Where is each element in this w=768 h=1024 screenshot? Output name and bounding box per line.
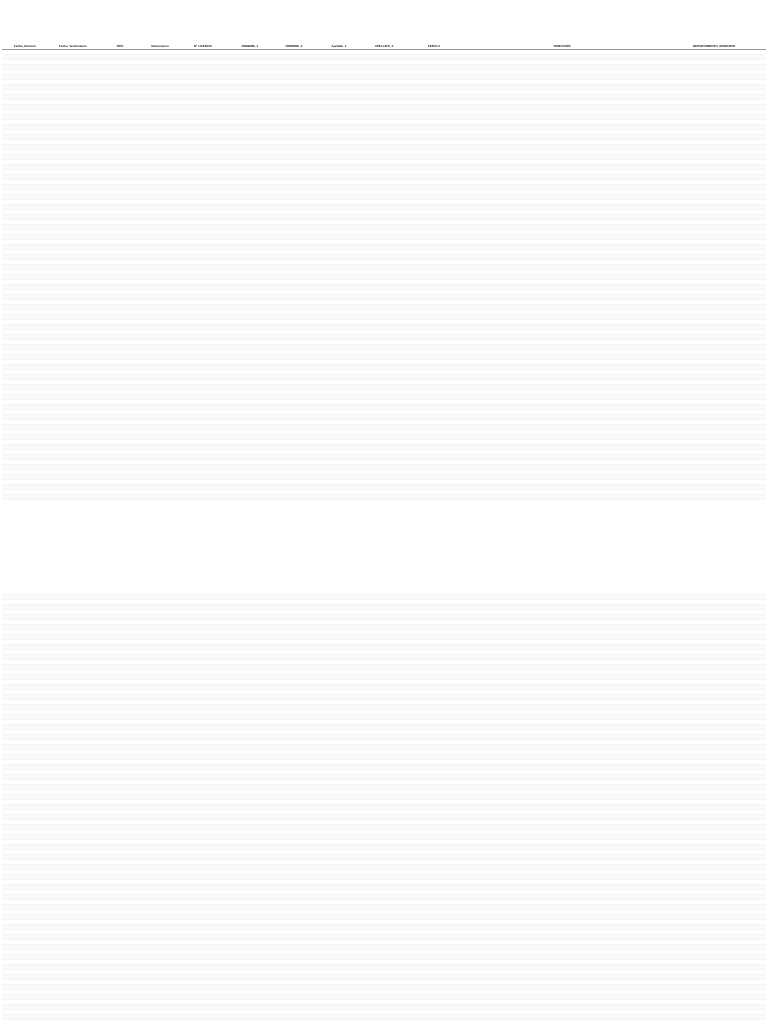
table-cell xyxy=(142,1020,178,1024)
table-block-bottom xyxy=(2,590,766,1024)
table-cell xyxy=(142,495,178,500)
header-nombre-1: NOMBRE_1 xyxy=(228,44,272,50)
table-cell xyxy=(662,1020,766,1024)
table-body-top xyxy=(2,50,766,500)
table-cell xyxy=(406,1020,462,1024)
header-apellido-2: APELLIDO_2 xyxy=(362,44,406,50)
table-cell xyxy=(48,1020,98,1024)
header-numeracion: Numeracion xyxy=(142,44,178,50)
table-body-bottom xyxy=(2,590,766,1024)
table-block-top xyxy=(2,44,766,500)
header-tipo: TIPO xyxy=(98,44,142,50)
table-row xyxy=(2,1020,766,1024)
table-cell xyxy=(316,495,362,500)
table-cell xyxy=(228,1020,272,1024)
table-cell xyxy=(178,1020,228,1024)
header-cedula: CEDULA xyxy=(406,44,462,50)
header-licencia: Nº LICENCIA xyxy=(178,44,228,50)
table-cell xyxy=(178,495,228,500)
header-fecha-vencimiento: Fecha_Vencimiento xyxy=(48,44,98,50)
header-departamento-municipio: DEPARTAMENTO_MUNICIPIO xyxy=(662,44,766,50)
table-row xyxy=(2,495,766,500)
table-cell xyxy=(316,1020,362,1024)
table-cell xyxy=(272,1020,316,1024)
table-cell xyxy=(98,1020,142,1024)
header-nombre-2: NOMBRE_2 xyxy=(272,44,316,50)
table-cell xyxy=(462,1020,662,1024)
header-fecha-emision: Fecha_Emision xyxy=(2,44,48,50)
table-cell xyxy=(98,495,142,500)
table-cell xyxy=(662,495,766,500)
table-cell xyxy=(228,495,272,500)
licenses-table-bottom xyxy=(2,590,766,1024)
table-cell xyxy=(2,495,48,500)
table-cell xyxy=(362,495,406,500)
licenses-table-top xyxy=(2,44,766,500)
table-cell xyxy=(48,495,98,500)
table-cell xyxy=(2,1020,48,1024)
header-direccion: DIRECCION xyxy=(462,44,662,50)
table-cell xyxy=(406,495,462,500)
table-cell xyxy=(462,495,662,500)
table-cell xyxy=(362,1020,406,1024)
table-cell xyxy=(272,495,316,500)
header-apellido-1: Apellido_1 xyxy=(316,44,362,50)
